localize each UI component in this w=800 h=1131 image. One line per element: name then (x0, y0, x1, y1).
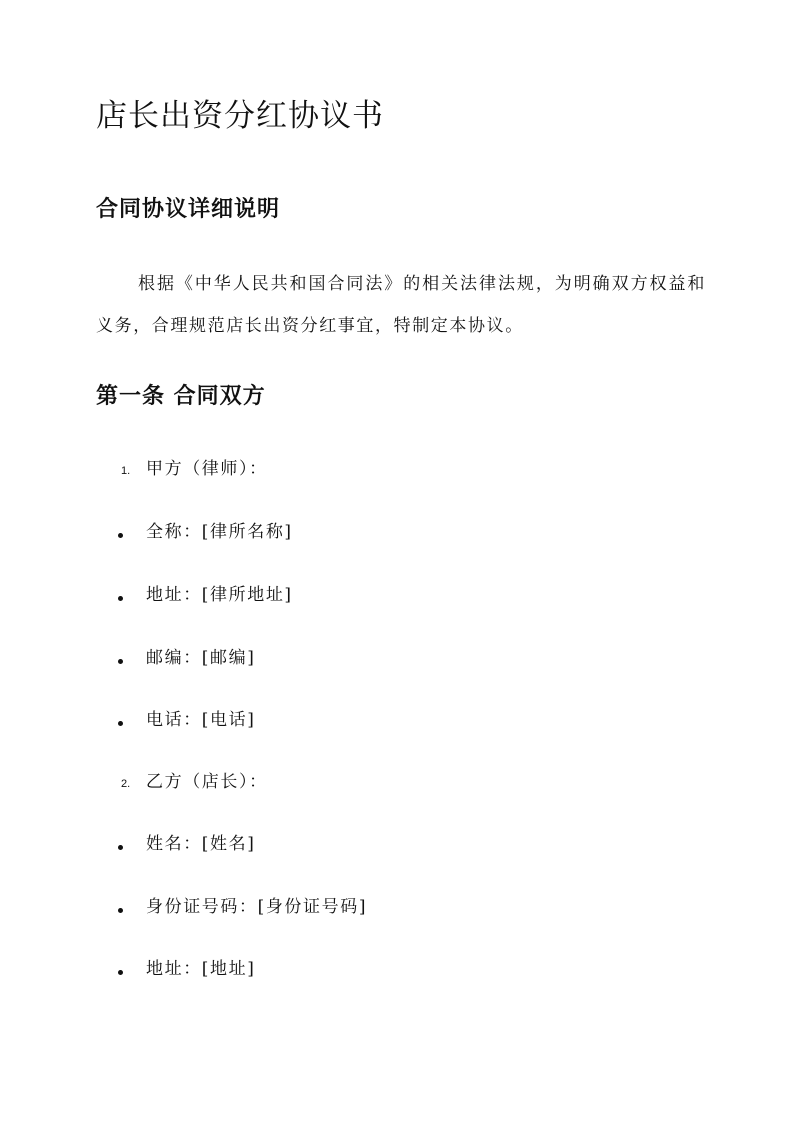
bullet-icon (118, 721, 123, 726)
bullet-icon (118, 659, 123, 664)
party-a-postcode: 邮编：[邮编] (146, 648, 256, 668)
party-b-name: 姓名：[姓名] (146, 834, 256, 854)
intro-paragraph: 根据《中华人民共和国合同法》的相关法律法规，为明确双方权益和义务，合理规范店长出资分红事宜，特制定本协议。 (96, 274, 706, 336)
party-a-phone: 电话：[电话] (146, 710, 256, 730)
bullet-icon (118, 908, 123, 913)
bullet-icon (118, 845, 123, 850)
party-b-heading: 乙方（店长）： (146, 772, 268, 792)
party-b-id-number: 身份证号码：[身份证号码] (146, 897, 368, 917)
document-title: 店长出资分红协议书 (96, 98, 384, 134)
party-a-number: 1. (121, 465, 131, 477)
bullet-icon (118, 533, 123, 538)
document-subtitle: 合同协议详细说明 (96, 196, 281, 222)
party-a-name: 全称：[律所名称] (146, 522, 293, 542)
party-a-address: 地址：[律所地址] (146, 585, 293, 605)
bullet-icon (118, 596, 123, 601)
bullet-icon (118, 970, 123, 975)
party-b-number: 2. (121, 778, 131, 790)
section-title: 第一条 合同双方 (96, 383, 266, 409)
party-b-address: 地址：[地址] (146, 959, 256, 979)
party-a-heading: 甲方（律师）： (146, 459, 268, 479)
